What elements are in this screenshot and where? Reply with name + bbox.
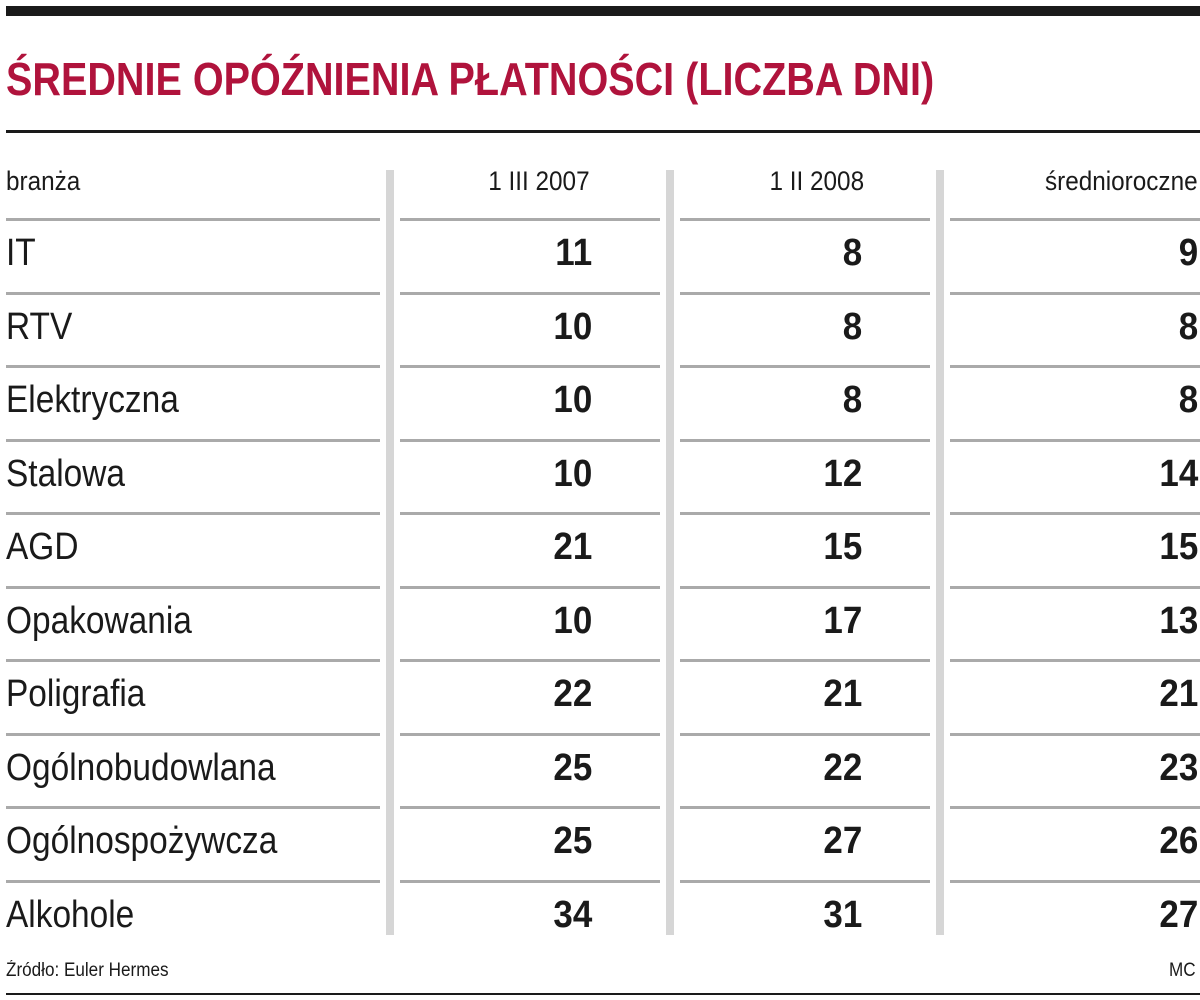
value-cell: 21: [553, 526, 592, 568]
bottom-rule: [6, 993, 1200, 995]
header-2008: 1 II 2008: [769, 166, 864, 196]
table-row: [0, 733, 1200, 807]
row-divider: [680, 733, 930, 736]
value-cell: 21: [823, 673, 862, 715]
value-cell: 9: [1178, 232, 1198, 274]
value-cell: 14: [1159, 452, 1198, 495]
row-divider: [400, 806, 660, 809]
row-label: RTV: [6, 305, 73, 348]
table-row: [0, 586, 1200, 660]
row-divider: [680, 586, 930, 589]
value-cell: 22: [553, 673, 592, 715]
value-cell: 25: [553, 820, 592, 862]
row-divider: [950, 880, 1200, 883]
row-label: Poligrafia: [6, 673, 146, 715]
value-cell: 26: [1159, 820, 1198, 862]
row-divider: [680, 439, 930, 442]
row-divider: [6, 880, 380, 883]
value-cell: 27: [823, 820, 862, 862]
table-row: [0, 365, 1200, 439]
row-divider: [950, 218, 1200, 221]
row-label: IT: [6, 232, 36, 274]
row-divider: [950, 365, 1200, 368]
row-divider: [680, 806, 930, 809]
row-divider: [6, 365, 380, 368]
row-label: Ogólnobudowlana: [6, 746, 276, 789]
title-rule: [6, 130, 1200, 133]
row-divider: [6, 512, 380, 515]
chart-title: ŚREDNIE OPÓŹNIENIA PŁATNOŚCI (LICZBA DNI): [6, 53, 935, 105]
row-divider: [400, 439, 660, 442]
row-divider: [680, 512, 930, 515]
row-divider: [400, 365, 660, 368]
value-cell: 21: [1159, 673, 1198, 715]
value-cell: 17: [823, 599, 862, 642]
row-divider: [400, 512, 660, 515]
value-cell: 11: [555, 232, 592, 274]
value-cell: 27: [1159, 893, 1198, 936]
header-2007: 1 III 2007: [488, 166, 590, 196]
table-body: [0, 218, 1200, 953]
row-divider: [680, 880, 930, 883]
value-cell: 25: [553, 746, 592, 789]
value-cell: 8: [842, 305, 862, 348]
row-divider: [950, 292, 1200, 295]
value-cell: 12: [823, 452, 862, 495]
row-divider: [950, 659, 1200, 662]
row-divider: [680, 365, 930, 368]
value-cell: 34: [553, 893, 592, 936]
source-note: Źródło: Euler Hermes: [6, 960, 169, 981]
table-row: [0, 512, 1200, 586]
row-divider: [680, 218, 930, 221]
table-row: [0, 292, 1200, 366]
value-cell: 15: [1159, 526, 1198, 568]
row-divider: [6, 659, 380, 662]
row-label: Opakowania: [6, 599, 192, 642]
value-cell: 8: [1178, 379, 1198, 421]
row-divider: [400, 659, 660, 662]
value-cell: 10: [553, 452, 592, 495]
table-row: [0, 218, 1200, 292]
row-divider: [950, 806, 1200, 809]
value-cell: 22: [823, 746, 862, 789]
table-row: [0, 439, 1200, 513]
row-divider: [6, 806, 380, 809]
row-divider: [680, 659, 930, 662]
row-divider: [400, 586, 660, 589]
value-cell: 13: [1159, 599, 1198, 642]
row-label: Elektryczna: [6, 379, 179, 421]
table-header: [0, 166, 1200, 206]
row-divider: [6, 733, 380, 736]
value-cell: 10: [553, 305, 592, 348]
row-label: Alkohole: [6, 893, 135, 936]
value-cell: 10: [553, 599, 592, 642]
row-divider: [950, 512, 1200, 515]
row-label: AGD: [6, 526, 79, 568]
value-cell: 8: [1178, 305, 1198, 348]
value-cell: 31: [823, 893, 862, 936]
row-divider: [680, 292, 930, 295]
value-cell: 8: [842, 232, 862, 274]
row-divider: [400, 880, 660, 883]
value-cell: 10: [553, 379, 592, 421]
row-divider: [6, 586, 380, 589]
row-divider: [6, 218, 380, 221]
top-rule: [6, 6, 1200, 16]
row-divider: [400, 733, 660, 736]
author-initials: MC: [1169, 960, 1196, 981]
value-cell: 8: [842, 379, 862, 421]
table-row: [0, 880, 1200, 954]
row-divider: [6, 439, 380, 442]
row-divider: [950, 439, 1200, 442]
table-row: [0, 659, 1200, 733]
row-divider: [400, 218, 660, 221]
row-divider: [400, 292, 660, 295]
row-divider: [950, 733, 1200, 736]
row-divider: [6, 292, 380, 295]
table-row: [0, 806, 1200, 880]
value-cell: 23: [1159, 746, 1198, 789]
header-branza: branża: [6, 166, 81, 196]
row-label: Stalowa: [6, 452, 125, 495]
row-divider: [950, 586, 1200, 589]
row-label: Ogólnospożywcza: [6, 820, 278, 862]
value-cell: 15: [823, 526, 862, 568]
header-srednioroczne: średnioroczne: [1045, 166, 1198, 196]
